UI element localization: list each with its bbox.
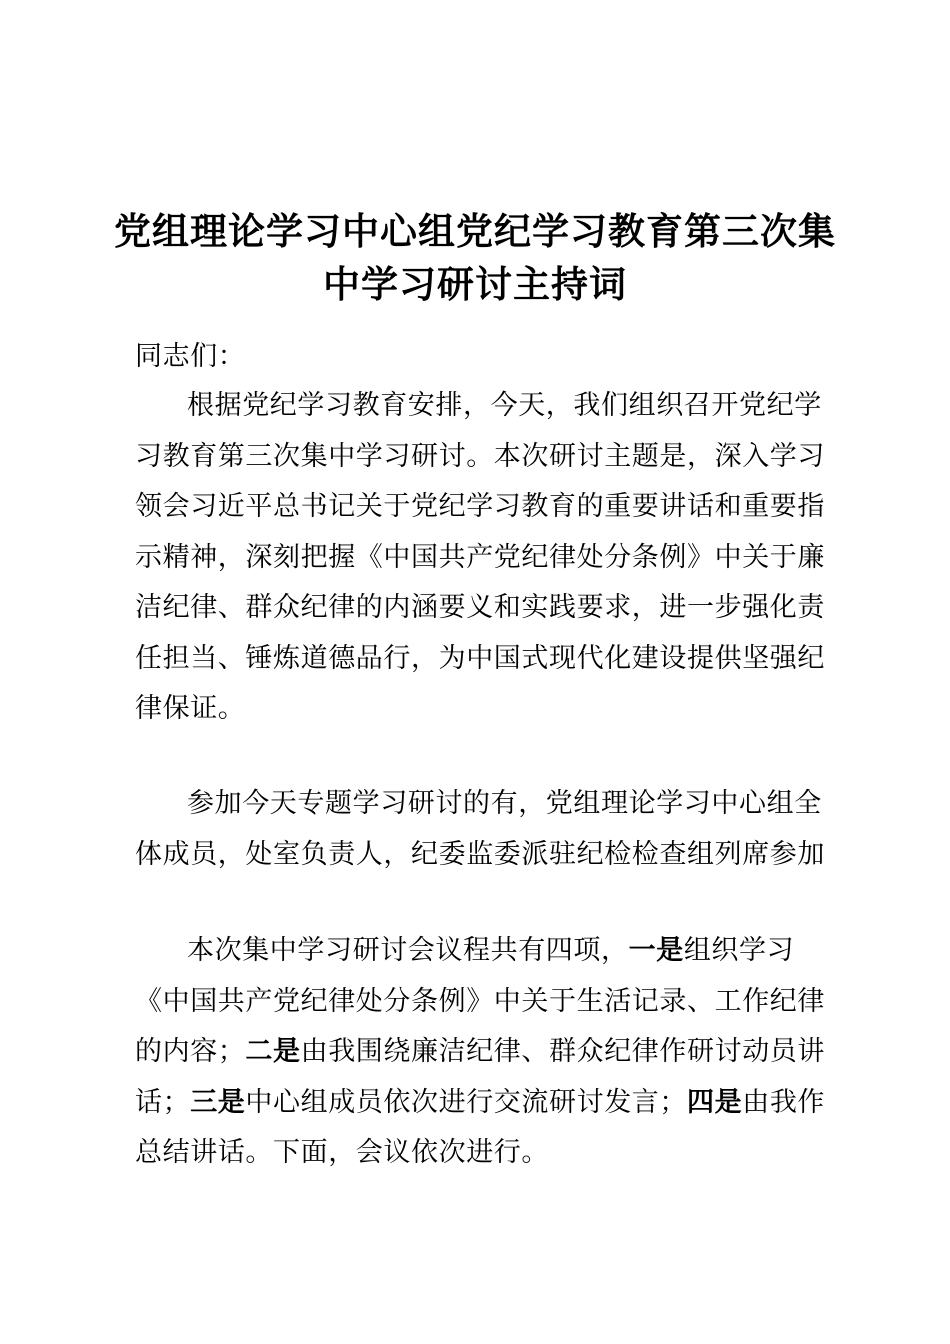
paragraph-2-text: 参加今天专题学习研讨的有，党组理论学习中心组全体成员，处室负责人，纪委监委派驻纪检检查组列席参加 <box>135 788 825 870</box>
agenda-intro: 本次集中学习研讨会议程共有四项， <box>187 935 629 966</box>
agenda-item-4-text: 由我作总结讲话。下面，会议依次进行。 <box>135 1086 826 1168</box>
agenda-item-1-label: 一是 <box>628 935 684 966</box>
title-line-1: 党组理论学习中心组党纪学习教育第三次集 <box>114 210 836 253</box>
paragraph-1-text: 根据党纪学习教育安排，今天，我们组织召开党纪学习教育第三次集中学习研讨。本次研讨主题是，深入学习领会习近平总书记关于党纪学习教育的重要讲话和重要指示精神，深刻把握《中国共产党纪律处分条例》中关于廉洁纪律、群众纪律的内涵要义和实践要求，进一步强化责任担当、锤炼道德品行，为中国式现代化建设提供坚强纪律保证。 <box>135 390 825 724</box>
salutation <box>135 332 835 383</box>
paragraph-1 <box>135 381 835 735</box>
paragraph-3 <box>135 926 835 1179</box>
salutation-text: 同志们： <box>135 341 246 372</box>
paragraph-3-text <box>135 926 835 1179</box>
document-title <box>100 205 850 311</box>
agenda-item-2-text: 由我围绕廉洁纪律、群众纪律作研讨动员讲话； <box>135 1036 826 1118</box>
agenda-item-3-label: 三是 <box>190 1086 246 1118</box>
agenda-item-3-text: 中心组成员依次进行交流研讨发言； <box>245 1086 688 1118</box>
paragraph-2 <box>135 779 835 880</box>
agenda-item-1-text: 组织学习《中国共产党纪律处分条例》中关于生活记录、工作纪律的内容； <box>135 935 825 1067</box>
agenda-item-4-label: 四是 <box>687 1086 743 1118</box>
title-line-2: 中学习研讨主持词 <box>323 263 627 306</box>
agenda-item-2-label: 二是 <box>245 1036 301 1067</box>
